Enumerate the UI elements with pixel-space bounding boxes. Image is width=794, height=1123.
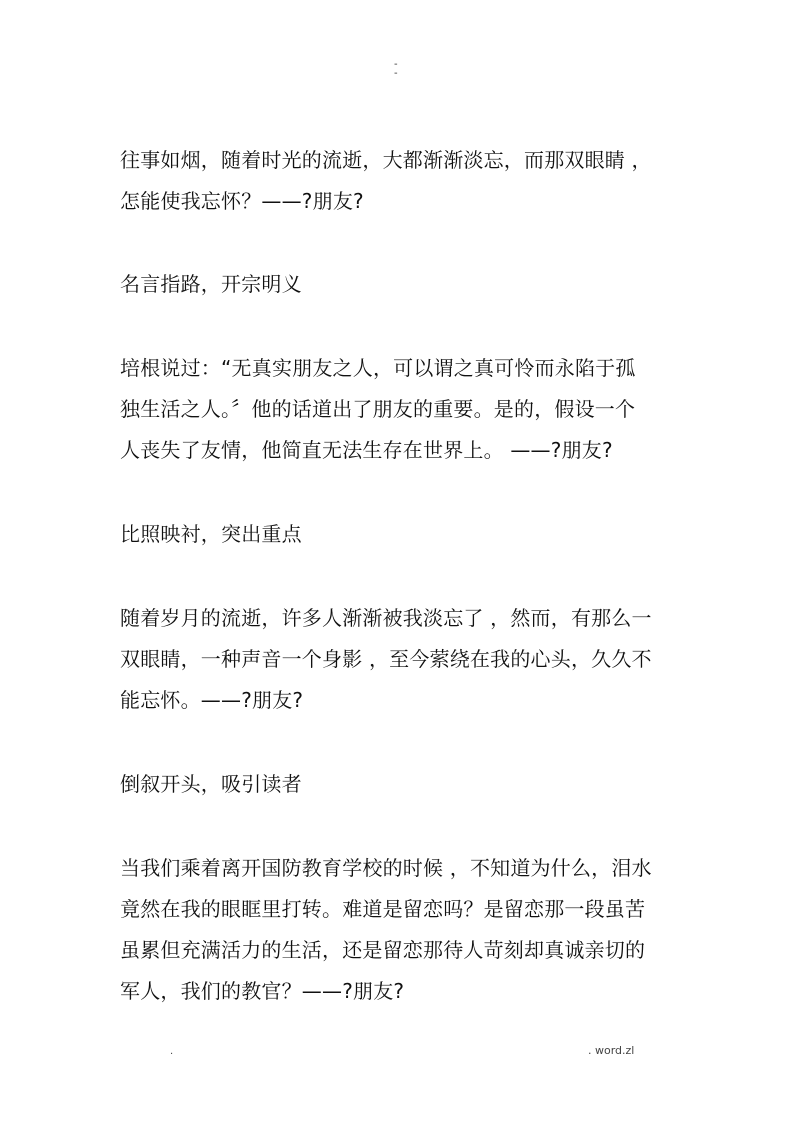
text-line: 能忘怀。——?朋友? — [120, 688, 304, 712]
header-mark-top: - — [394, 59, 398, 70]
paragraph-flashback — [120, 848, 680, 1012]
paragraph-opening — [120, 140, 680, 222]
text-line: 往事如烟，随着时光的流逝，大都渐渐淡忘，而那双眼睛 ， — [120, 148, 652, 172]
text-line: 怎能使我忘怀？——?朋友? — [120, 189, 364, 213]
text-line: 虽累但充满活力的生活，还是留恋那待人苛刻却真诚亲切的 — [120, 938, 646, 962]
header-mark — [394, 60, 398, 78]
paragraph-quote — [120, 348, 680, 471]
footer-left-mark: . — [170, 1046, 174, 1057]
text-line: 双眼睛，一种声音一个身影 ，至今萦绕在我的心头，久久不 — [120, 647, 652, 671]
text-line: 随着岁月的流逝，许多人渐渐被我淡忘了 ，然而，有那么一 — [120, 606, 652, 630]
text-line: 竟然在我的眼眶里打转。难道是留恋吗？是留恋那一段虽苦 — [120, 897, 646, 921]
text-line: 军人，我们的教官？——?朋友? — [120, 979, 405, 1003]
text-line: 人丧失了友情，他简直无法生存在世界上。 ——?朋友? — [120, 438, 613, 462]
footer-source: . word.zl — [588, 1044, 635, 1057]
section-heading — [120, 264, 680, 305]
heading-text: 名言指路，开宗明义 — [120, 272, 302, 296]
section-heading — [120, 764, 680, 805]
header-mark-bottom: - — [394, 68, 398, 79]
section-heading — [120, 514, 680, 555]
text-line: 独生活之人。〞他的话道出了朋友的重要。是的，假设一个 — [120, 397, 636, 421]
text-line: 培根说过：“无真实朋友之人，可以谓之真可怜而永陷于孤 — [120, 356, 636, 380]
heading-text: 倒叙开头，吸引读者 — [120, 772, 302, 796]
paragraph-contrast — [120, 598, 680, 721]
text-line: 当我们乘着离开国防教育学校的时候 ，不知道为什么，泪水 — [120, 856, 652, 880]
heading-text: 比照映衬，突出重点 — [120, 522, 302, 546]
